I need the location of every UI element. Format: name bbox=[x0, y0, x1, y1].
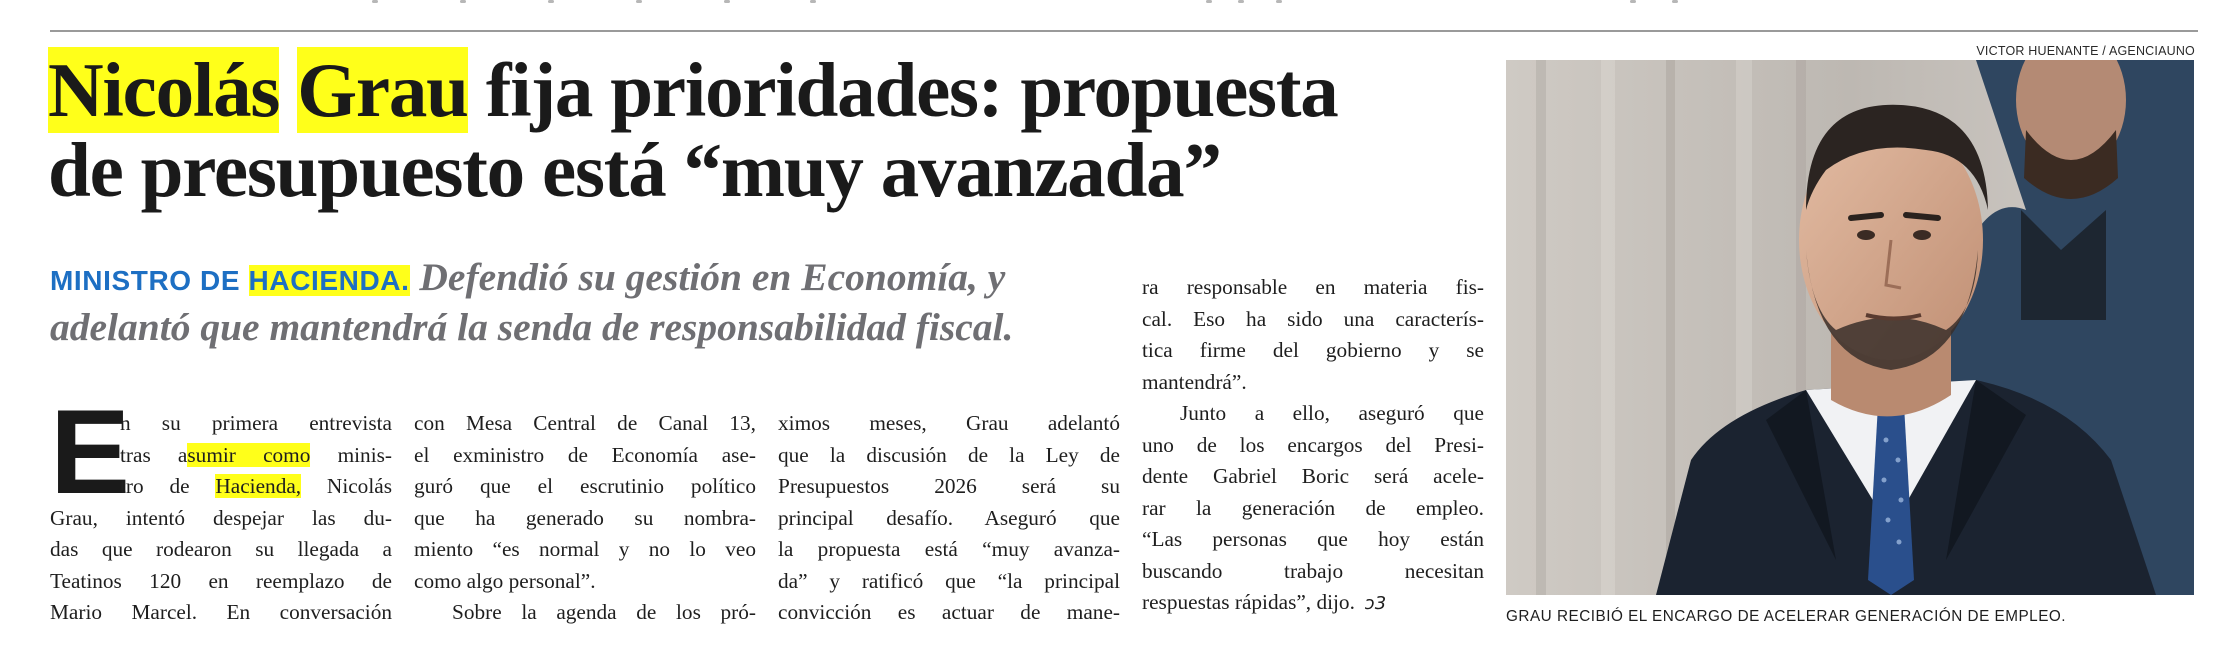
body-line: “Las personas que hoy están bbox=[1142, 527, 1484, 551]
body-line: que ha generado su nombra- bbox=[414, 505, 756, 530]
body-column-1 bbox=[50, 408, 392, 629]
body-line: Presupuestos 2026 será su bbox=[778, 474, 1120, 498]
right-eye bbox=[1913, 230, 1931, 240]
highlight-nicolas: Nicolás bbox=[48, 47, 280, 133]
body-line: guró que el escrutinio político bbox=[414, 474, 756, 498]
body-line: ximos meses, Grau adelantó bbox=[778, 411, 1120, 435]
end-of-article-icon: ↄ3 bbox=[1364, 593, 1387, 615]
body-line: como algo personal”. bbox=[414, 568, 596, 593]
body-line: respuestas rápidas”, dijo. ↄ3 bbox=[1142, 587, 1484, 620]
right-eyebrow bbox=[1906, 215, 1938, 218]
body-line: uno de los encargos del Presi- bbox=[1142, 432, 1484, 457]
headline-line-2: de presupuesto está “muy avanzada” bbox=[48, 127, 1221, 213]
kicker-hacienda-highlight: HACIENDA. bbox=[248, 265, 410, 296]
body-line: dente Gabriel Boric será acele- bbox=[1142, 464, 1484, 488]
subhead-line-1 bbox=[50, 254, 1110, 304]
body-line: con Mesa Central de Canal 13, bbox=[414, 411, 756, 435]
body-line: convicción es actuar de mane- bbox=[778, 600, 1120, 624]
body-line: Junto a ello, aseguró que bbox=[1180, 401, 1484, 425]
headline bbox=[48, 47, 1488, 213]
left-eye bbox=[1857, 230, 1875, 240]
photo-caption: GRAU RECIBIÓ EL ENCARGO DE ACELERAR GENERACIÓN DE EMPLEO. bbox=[1506, 608, 2067, 625]
highlight-grau: Grau bbox=[297, 47, 468, 133]
body-line: Grau, intentó despejar las du- bbox=[50, 505, 392, 530]
body-line: ra responsable en materia fis- bbox=[1142, 275, 1484, 299]
drop-cap: E bbox=[50, 385, 131, 519]
kicker-ministro-de: MINISTRO DE bbox=[50, 265, 249, 296]
body-line: tras asumir como minis- bbox=[120, 442, 392, 467]
body-line: Mario Marcel. En conversación bbox=[50, 600, 392, 624]
body-line: el exministro de Economía ase- bbox=[414, 442, 756, 467]
body-line: tica firme del gobierno y se bbox=[1142, 338, 1484, 362]
body-line: cal. Eso ha sido una caracterís- bbox=[1142, 306, 1484, 331]
body-line: tro de Hacienda, Nicolás bbox=[120, 474, 392, 498]
body-line: Sobre la agenda de los pró- bbox=[452, 600, 756, 624]
body-line: da” y ratificó que “la principal bbox=[778, 568, 1120, 593]
cut-off-previous-text bbox=[50, 0, 2198, 8]
body-line: das que rodearon su llegada a bbox=[50, 537, 392, 561]
body-line: que la discusión de la Ley de bbox=[778, 442, 1120, 467]
portrait-illustration bbox=[1506, 60, 2194, 595]
highlight-hacienda: Hacienda, bbox=[215, 474, 302, 498]
photo-nicolas-grau bbox=[1506, 60, 2194, 595]
left-eyebrow bbox=[1851, 215, 1881, 218]
highlight-sumir-como: sumir como bbox=[187, 442, 311, 467]
body-column-2 bbox=[414, 408, 756, 629]
body-line: la propuesta está “muy avanza- bbox=[778, 537, 1120, 561]
headline-line-1 bbox=[48, 47, 1488, 133]
photo-credit: VICTOR HUENANTE / AGENCIAUNO bbox=[1976, 44, 2195, 58]
body-line: principal desafío. Aseguró que bbox=[778, 505, 1120, 530]
subhead-line-2: adelantó que mantendrá la senda de responsabilidad fiscal. bbox=[50, 305, 1014, 349]
body-line: miento “es normal y no lo veo bbox=[414, 537, 756, 561]
body-line: n su primera entrevista bbox=[120, 411, 392, 435]
body-line: rar la generación de empleo. bbox=[1142, 495, 1484, 520]
body-column-3 bbox=[778, 408, 1120, 629]
body-column-4 bbox=[1142, 272, 1484, 620]
body-line: mantendrá”. bbox=[1142, 369, 1247, 394]
subhead-line-1-rest: Defendió su gestión en Economía, y bbox=[409, 255, 1006, 299]
top-rule bbox=[50, 30, 2198, 32]
headline-line-1-rest: fija prioridades: propuesta bbox=[467, 47, 1338, 133]
subheadline bbox=[50, 254, 1110, 350]
body-line: buscando trabajo necesitan bbox=[1142, 558, 1484, 583]
body-line: Teatinos 120 en reemplazo de bbox=[50, 568, 392, 593]
